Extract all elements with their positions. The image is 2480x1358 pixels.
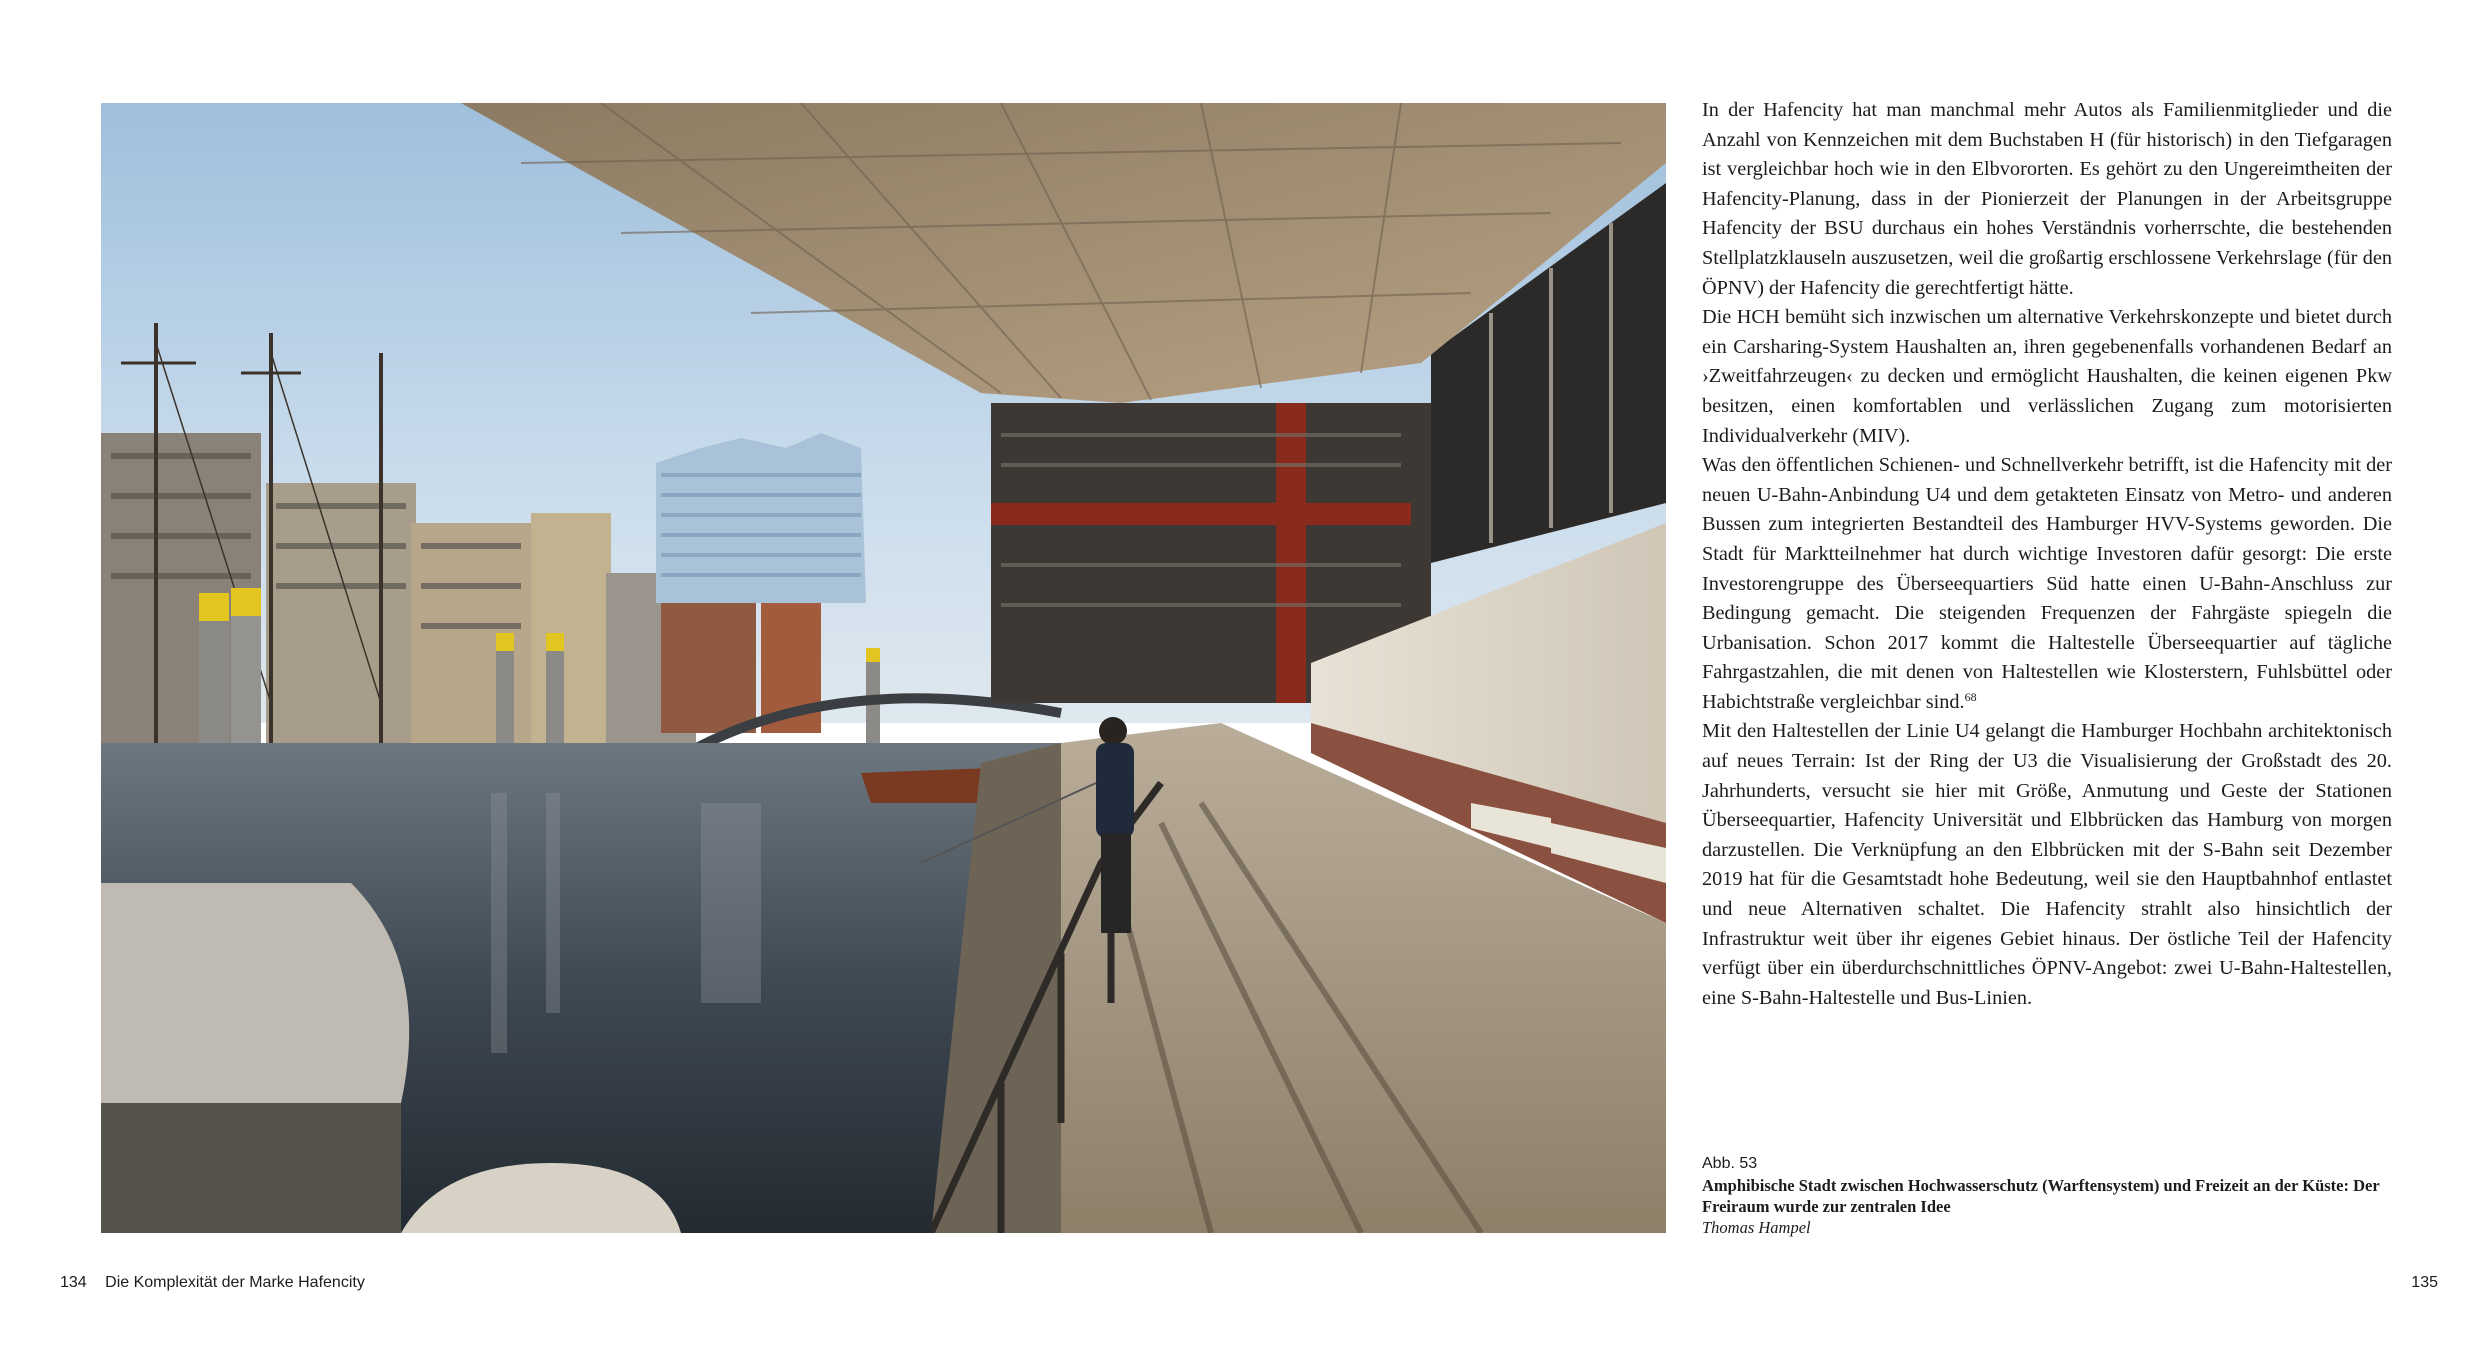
photo-illustration — [101, 103, 1666, 1233]
footer-right — [2411, 1274, 2438, 1292]
hafencity-photograph — [101, 103, 1666, 1233]
photo-credit: Thomas Hampel — [1702, 1218, 1811, 1237]
body-paragraph-3 — [1702, 451, 2392, 717]
figure-title: Amphibische Stadt zwischen Hochwasserschutz (Warftensystem) und Freizeit an der Küste: Der Freiraum wurde zur zentralen Idee — [1702, 1176, 2380, 1216]
pontoon — [101, 883, 409, 1103]
running-title: Die Komplexität der Marke Hafencity — [105, 1274, 365, 1291]
footer-left — [60, 1274, 365, 1292]
body-paragraph-1: In der Hafencity hat man manchmal mehr Autos als Familienmitglieder und die Anzahl von Kennzeichen mit dem Buchstaben H (für historisch) in den Tiefgaragen ist vergleichbar hoch wie in den Elbvororten. Es gehört zu den Ungereimtheiten der Hafencity-Planung, dass in der Pionierzeit der Planungen in der Arbeitsgruppe Hafencity der BSU durchaus ein hohes Verständnis vorherrschte, die bestehenden Stellplatzklauseln auszusetzen, weil die großartig erschlossene Verkehrslage (für den ÖPNV) der Hafencity die gerechtfertigt hätte. — [1702, 99, 2392, 299]
boat — [861, 768, 991, 803]
body-paragraph-2: Die HCH bemüht sich inzwischen um alternative Verkehrskonzepte und bietet durch ein Carsharing-System Haushalten an, ihren gegebenenfalls vorhandenen Bedarf an ›Zweitfahrzeugen‹ zu decken und ermöglicht Haushalten, die keinen eigenen Pkw besitzen, einen komfortablen und verlässlichen Zugang zum motorisierten Individualverkehr (MIV). — [1702, 306, 2392, 447]
figure-caption — [1702, 1153, 2392, 1238]
body-paragraph-4: Mit den Haltestellen der Linie U4 gelangt die Hamburger Hochbahn architektonisch auf neues Terrain: Ist der Ring der U3 die Visualisierung der Großstadt des 20. Jahrhunderts, versucht sie hier mit Größe, Anmutung und Geste der Stationen Überseequartier, Hafencity Universität und Elbbrücken das Hamburg von morgen darzustellen. Die Verknüpfung an den Elbbrücken mit der S-Bahn seit Dezember 2019 hat für die Gesamtstadt hohe Bedeutung, weil sie den Hauptbahnhof entlastet und neue Alternativen schaltet. Die Hafencity strahlt also hinsichtlich der Infrastruktur weit über ihr eigenes Gebiet hinaus. Der östliche Teil der Hafencity verfügt über ein überdurchschnittliches ÖPNV-Angebot: zwei U-Bahn-Haltestellen, eine S-Bahn-Haltestelle und Bus-Linien. — [1702, 720, 2392, 1009]
left-page-number: 134 — [60, 1274, 87, 1291]
footnote-reference[interactable]: 68 — [1964, 689, 1977, 704]
body-paragraph-3-text: Was den öffentlichen Schienen- und Schnellverkehr betrifft, ist die Hafencity mit der neuen U-Bahn-Anbindung U4 und dem getakteten Einsatz von Metro- und anderen Bussen zum integrierten Bestandteil des Hamburger HVV-Systems geworden. Die Stadt für Marktteilnehmer hat durch wichtige Investoren dafür gesorgt: Die erste Investorengruppe des Überseequartiers Süd hatte einen U-Bahn-Anschluss zur Bedingung gemacht. Die steigenden Frequenzen der Fahrgäste spiegeln die Urbanisation. Schon 2017 kommt die Haltestelle Überseequartier auf tägliche Fahrgastzahlen, die mit denen von Haltestellen wie Klosterstern, Fuhlsbüttel oder Habichtstraße vergleichbar sind. — [1702, 454, 2392, 713]
figure-number: Abb. 53 — [1702, 1155, 1758, 1172]
body-text — [1702, 96, 2392, 1013]
right-page-number: 135 — [2411, 1274, 2438, 1291]
